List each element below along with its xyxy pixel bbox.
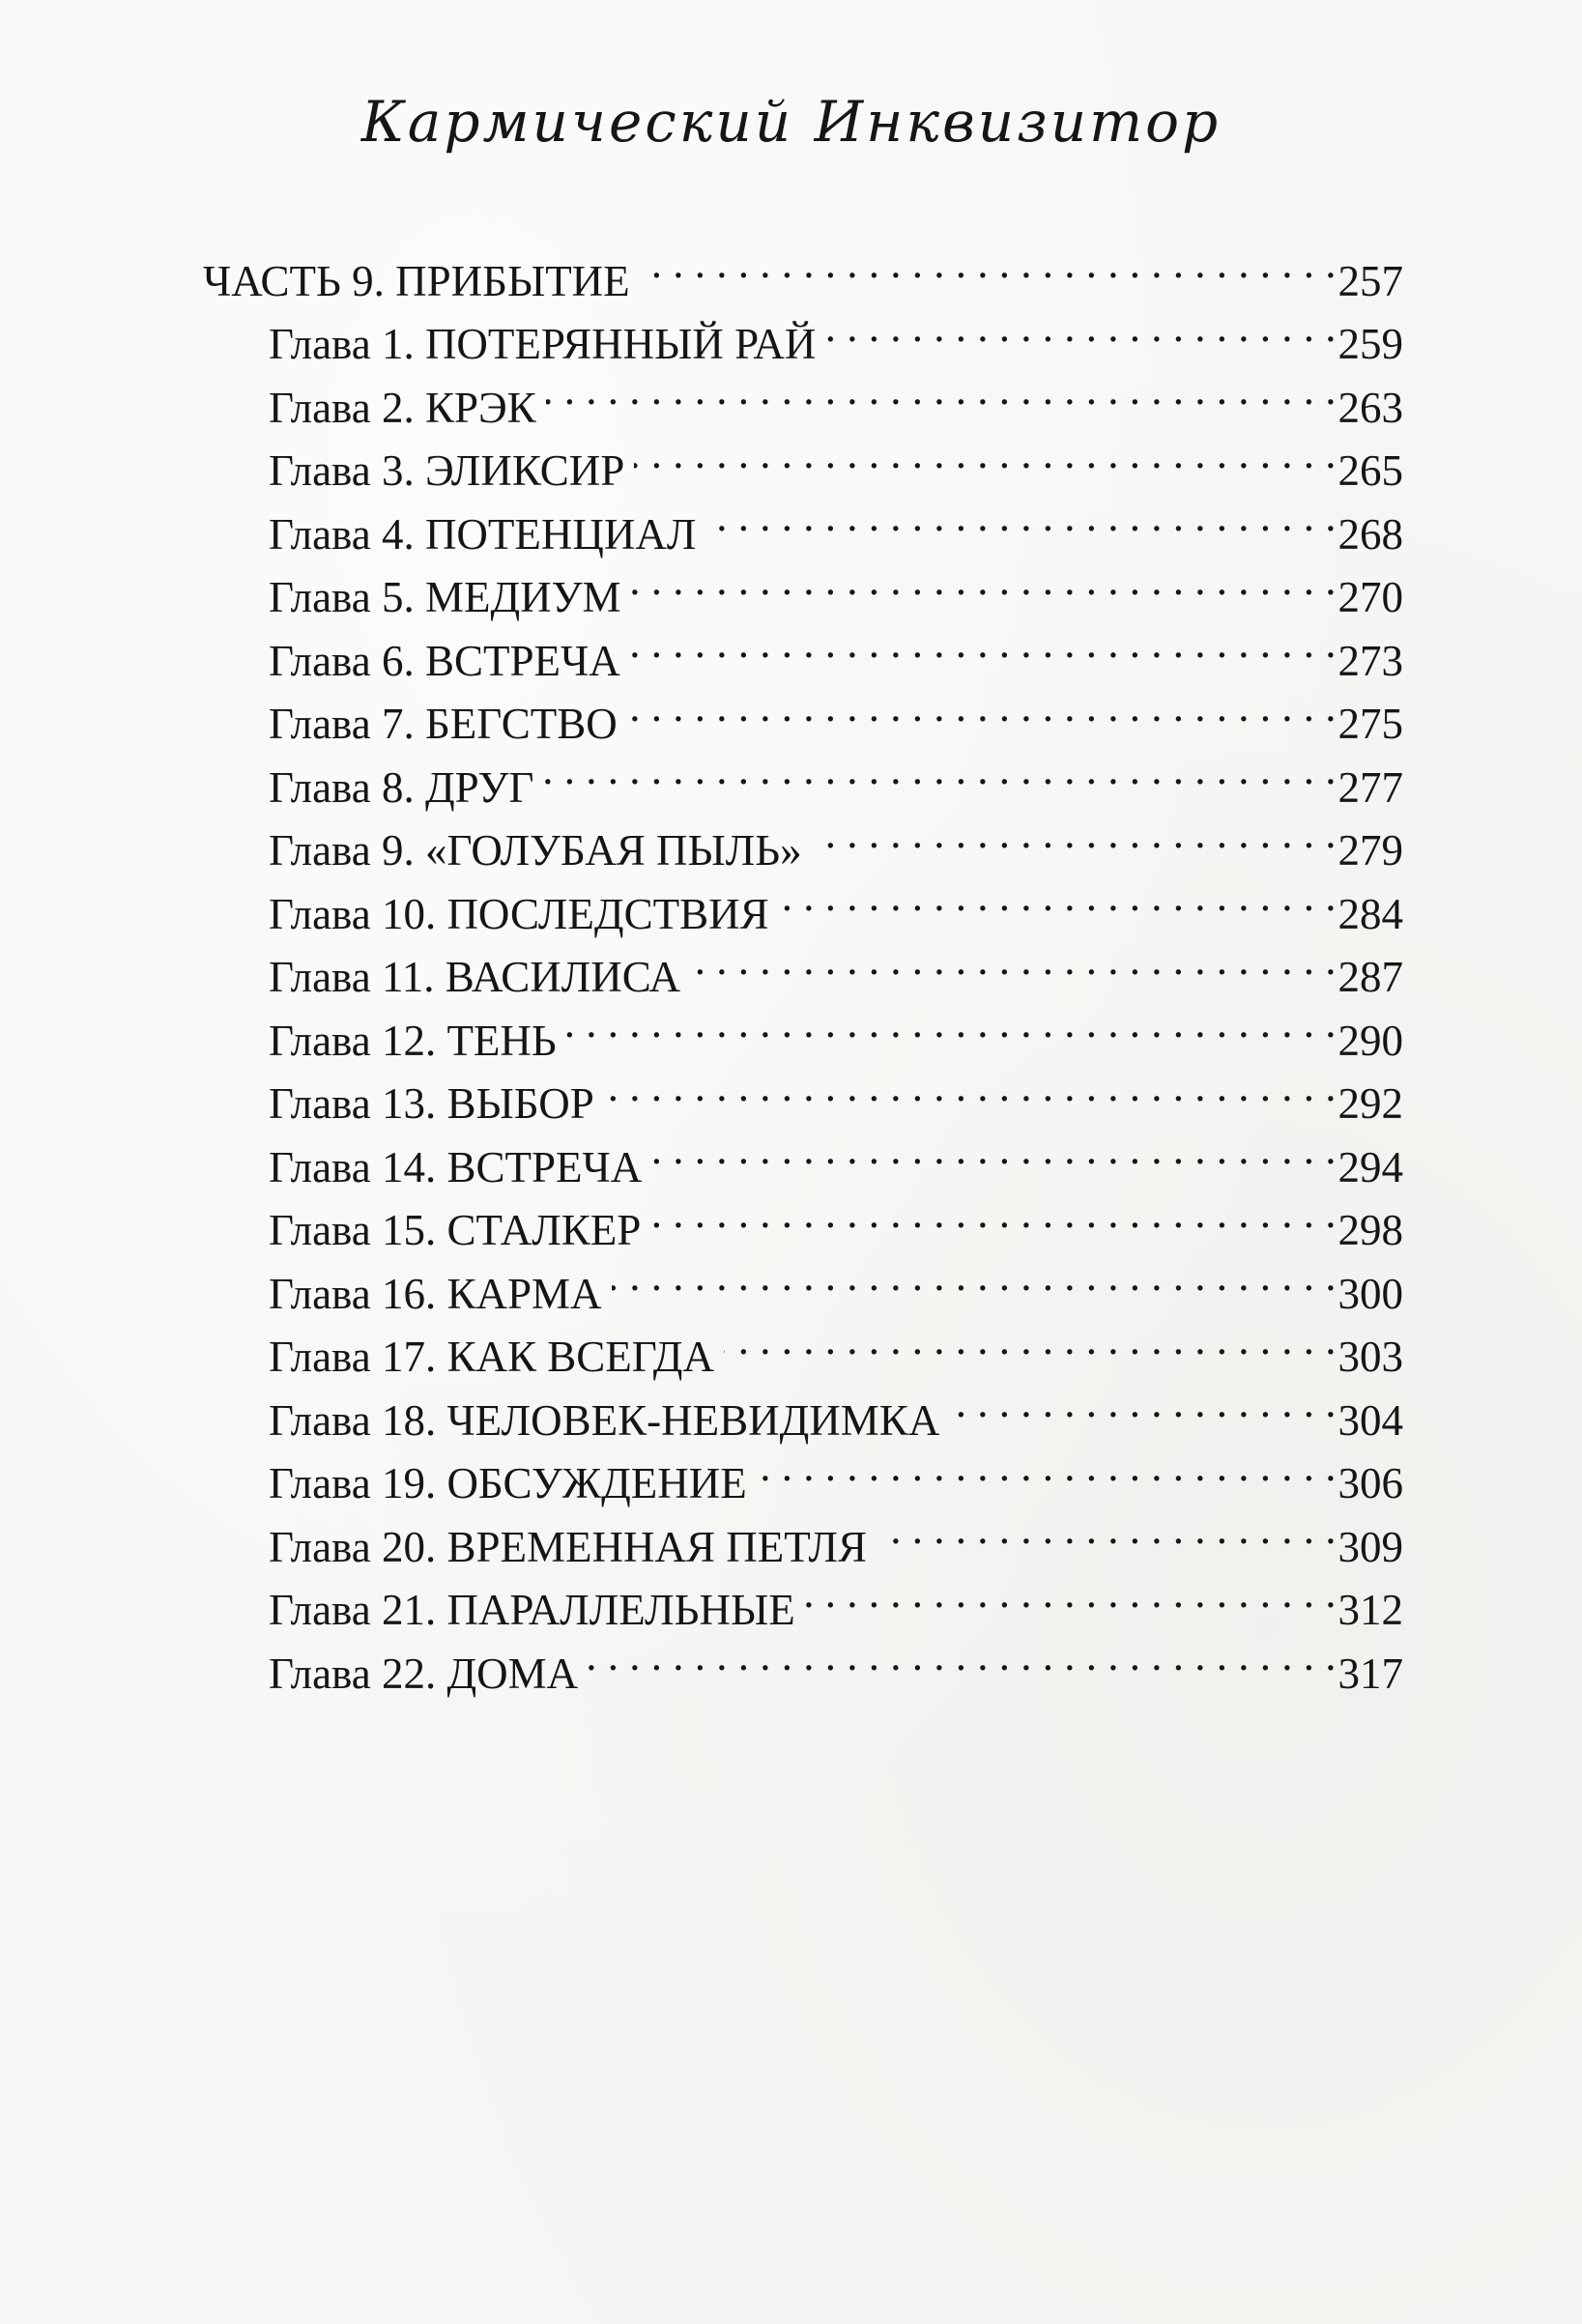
toc-chapter-page: 275 (1338, 700, 1403, 748)
toc-leader-dots (631, 549, 1337, 613)
toc-chapter-page: 312 (1338, 1586, 1403, 1634)
toc-chapter-title: Глава 5. МЕДИУМ (269, 573, 621, 621)
toc-leader-dots (604, 1055, 1337, 1119)
toc-leader-dots (543, 738, 1336, 802)
toc-chapter-page: 259 (1338, 320, 1403, 368)
toc-chapter-page: 284 (1338, 889, 1403, 938)
toc-chapter-title: Глава 19. ОБСУЖДЕНИЕ (269, 1459, 747, 1507)
toc-chapter-title: Глава 12. ТЕНЬ (269, 1016, 557, 1065)
toc-leader-dots (805, 1562, 1337, 1625)
toc-chapter-page: 309 (1338, 1522, 1403, 1571)
toc-chapter-title: Глава 9. «ГОЛУБАЯ ПЫЛЬ» (269, 826, 802, 875)
toc-chapter-page: 300 (1338, 1269, 1403, 1318)
toc-leader-dots (949, 1371, 1336, 1435)
toc-leader-dots (546, 359, 1337, 422)
toc-leader-dots (757, 1435, 1337, 1499)
toc-chapter-title: Глава 22. ДОМА (269, 1649, 579, 1698)
toc-part-title: ЧАСТЬ 9. ПРИБЫТИЕ (203, 256, 630, 305)
toc-leader-dots (690, 929, 1336, 992)
toc-chapter-title: Глава 7. БЕГСТВО (269, 700, 618, 748)
toc-leader-dots (779, 865, 1337, 929)
toc-chapter-page: 265 (1338, 446, 1403, 495)
toc-chapter-page: 270 (1338, 573, 1403, 621)
toc-chapter-title: Глава 20. ВРЕМЕННАЯ ПЕТЛЯ (269, 1522, 867, 1571)
toc-leader-dots (640, 232, 1337, 296)
toc-chapter-page: 273 (1338, 636, 1403, 685)
toc-chapter-page: 298 (1338, 1206, 1403, 1254)
toc-chapter-page: 287 (1338, 953, 1403, 1001)
toc-leader-dots (651, 1118, 1336, 1182)
toc-leader-dots (650, 1182, 1336, 1246)
toc-chapter-title: Глава 14. ВСТРЕЧА (269, 1142, 643, 1191)
toc-chapter-page: 292 (1338, 1079, 1403, 1128)
toc-chapter-title: Глава 3. ЭЛИКСИР (269, 446, 625, 495)
toc-chapter-page: 304 (1338, 1395, 1403, 1445)
toc-leader-dots (825, 296, 1336, 359)
toc-chapter-title: Глава 13. ВЫБОР (269, 1079, 594, 1128)
toc-chapter-title: Глава 21. ПАРАЛЛЕЛЬНЫЕ (269, 1586, 795, 1634)
toc-chapter-title: Глава 11. ВАСИЛИСА (269, 953, 681, 1001)
toc-part-page: 257 (1338, 256, 1403, 305)
toc-chapter-page: 303 (1338, 1333, 1403, 1381)
toc-leader-dots (724, 1308, 1337, 1372)
toc-chapter-title: Глава 6. ВСТРЕЧА (269, 636, 620, 685)
toc-leader-dots (566, 991, 1337, 1055)
table-of-contents (203, 232, 1403, 1698)
toc-chapter-title: Глава 17. КАК ВСЕГДА (269, 1333, 714, 1381)
toc-leader-dots (630, 612, 1337, 675)
toc-chapter-page: 317 (1338, 1649, 1403, 1698)
toc-leader-dots (812, 802, 1337, 866)
toc-chapter-title: Глава 15. СТАЛКЕР (269, 1206, 642, 1254)
toc-chapter-page: 306 (1338, 1459, 1403, 1507)
toc-chapter-page: 268 (1338, 509, 1403, 559)
toc-chapter-title: Глава 8. ДРУГ (269, 762, 534, 812)
toc-chapter-title: Глава 16. КАРМА (269, 1269, 602, 1318)
toc-leader-dots (588, 1624, 1336, 1688)
running-head: Кармический Инквизитор (360, 89, 1222, 155)
toc-chapter-page: 290 (1338, 1016, 1403, 1065)
toc-leader-dots (877, 1498, 1337, 1562)
toc-chapter-title: Глава 18. ЧЕЛОВЕК-НЕВИДИМКА (269, 1395, 940, 1445)
toc-leader-dots (627, 675, 1337, 739)
toc-chapter-page: 279 (1338, 826, 1403, 875)
toc-leader-dots (634, 422, 1336, 486)
toc-chapter-title: Глава 10. ПОСЛЕДСТВИЯ (269, 889, 769, 938)
toc-part-row (203, 232, 1403, 305)
toc-chapter-title: Глава 4. ПОТЕНЦИАЛ (269, 509, 697, 559)
toc-leader-dots (705, 485, 1336, 549)
toc-chapter-title: Глава 1. ПОТЕРЯННЫЙ РАЙ (269, 320, 817, 368)
toc-chapter-page: 263 (1338, 383, 1403, 432)
toc-chapter-page: 277 (1338, 762, 1403, 812)
toc-chapter-title: Глава 2. КРЭК (269, 383, 536, 432)
toc-chapter-page: 294 (1338, 1142, 1403, 1191)
toc-leader-dots (612, 1245, 1337, 1308)
